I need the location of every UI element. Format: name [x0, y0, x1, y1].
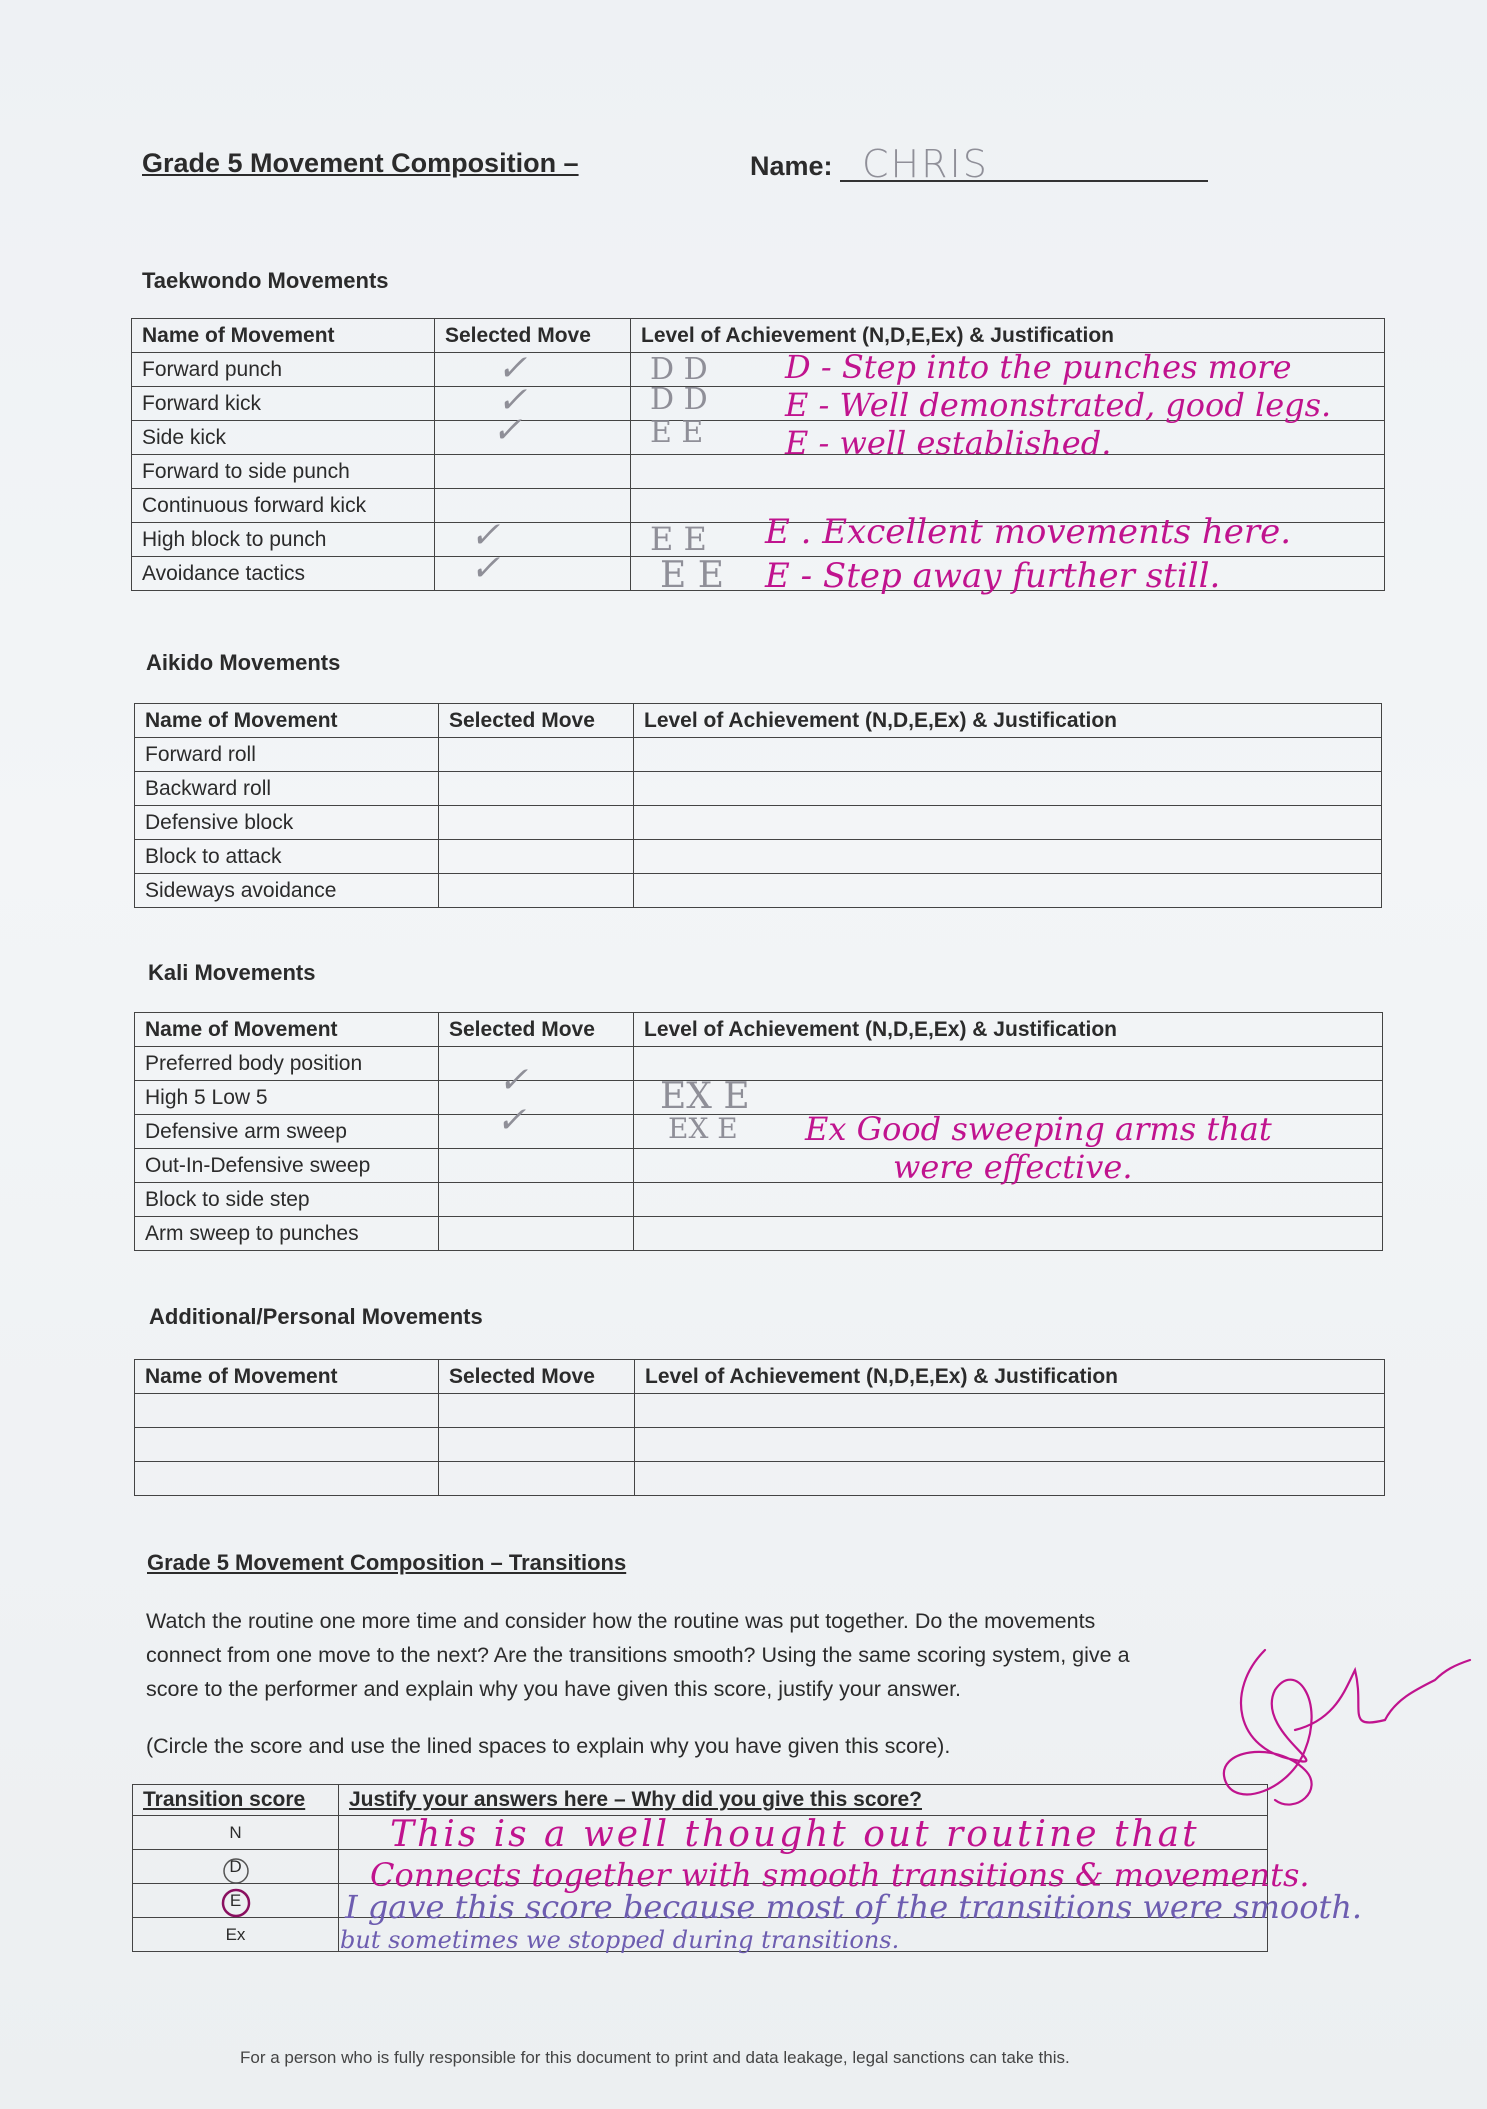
table-row [135, 1462, 1385, 1496]
transition-justification-line: I gave this score because most of the transitions were smooth. [345, 1888, 1363, 1926]
selected-checkmark: ✓ [492, 410, 523, 451]
justification-handwritten: E - Step away further still. [765, 556, 1221, 596]
transitions-instructions [146, 1604, 1286, 1706]
selected-checkmark: ✓ [498, 1060, 529, 1101]
table-row [135, 1149, 1383, 1183]
movement-name: Sideways avoidance [135, 874, 439, 908]
movement-name: Forward to side punch [132, 455, 435, 489]
justification-handwritten: were effective. [893, 1148, 1133, 1186]
score-option-d: D [133, 1850, 339, 1884]
movement-name: Defensive block [135, 806, 439, 840]
table-row [135, 738, 1382, 772]
movement-name: Out-In-Defensive sweep [135, 1149, 439, 1183]
column-header: Name of Movement [132, 319, 435, 353]
name-label: Name: [750, 151, 833, 181]
column-header: Selected Move [435, 319, 631, 353]
selected-checkmark: ✓ [497, 380, 528, 421]
achievement-marks: EX E [660, 1076, 750, 1117]
movement-name: Forward kick [132, 387, 435, 421]
table-row [135, 772, 1382, 806]
table-row [135, 1394, 1385, 1428]
selected-checkmark: ✓ [470, 548, 501, 589]
score-circle-marks [210, 1846, 270, 1926]
movement-name: Defensive arm sweep [135, 1115, 439, 1149]
column-header: Name of Movement [135, 1013, 439, 1047]
movement-name: High block to punch [132, 523, 435, 557]
table-row [132, 421, 1385, 455]
kali-heading: Kali Movements [148, 960, 316, 985]
score-option-ex: Ex [133, 1918, 339, 1952]
column-header: Transition score [133, 1785, 339, 1816]
taekwondo-heading: Taekwondo Movements [142, 268, 389, 293]
table-row [135, 1217, 1383, 1251]
table-header-row [133, 1785, 1268, 1816]
table-header-row [135, 1013, 1383, 1047]
justification-handwritten: E - Well demonstrated, good legs. [785, 386, 1332, 424]
movement-name: Continuous forward kick [132, 489, 435, 523]
achievement-marks: E E [660, 555, 725, 596]
instruction-line: Watch the routine one more time and consider how the routine was put together. Do the movements [146, 1609, 1096, 1633]
worksheet-title: Grade 5 Movement Composition – [142, 148, 579, 178]
movement-name: Block to side step [135, 1183, 439, 1217]
column-header: Name of Movement [135, 1360, 439, 1394]
movement-name: High 5 Low 5 [135, 1081, 439, 1115]
table-row [135, 1428, 1385, 1462]
achievement-marks: E E [650, 415, 704, 450]
column-header: Justify your answers here – Why did you give this score? [339, 1785, 1268, 1816]
table-row [135, 874, 1382, 908]
instruction-line: score to the performer and explain why you have given this score, justify your answer. [146, 1677, 962, 1701]
additional-table [134, 1359, 1385, 1496]
movement-name: Forward punch [132, 353, 435, 387]
aikido-table [134, 703, 1382, 908]
student-name-handwritten: CHRIS [862, 142, 989, 186]
column-header: Name of Movement [135, 704, 439, 738]
justification-handwritten: E . Excellent movements here. [765, 512, 1292, 552]
column-header: Selected Move [439, 1360, 635, 1394]
achievement-marks: EX E [668, 1112, 738, 1145]
transition-justification-line: but sometimes we stopped during transitions. [340, 1926, 900, 1954]
movement-name: Side kick [132, 421, 435, 455]
table-row [135, 840, 1382, 874]
column-header: Level of Achievement (N,D,E,Ex) & Justification [634, 1013, 1383, 1047]
table-row [135, 806, 1382, 840]
achievement-marks: E E [650, 520, 707, 558]
footer-notice: For a person who is fully responsible for this document to print and data leakage, legal sanctions can take this. [240, 2048, 1070, 2067]
table-header-row [135, 704, 1382, 738]
selected-checkmark: ✓ [496, 1100, 527, 1141]
movement-name: Avoidance tactics [132, 557, 435, 591]
justification-handwritten: Ex Good sweeping arms that [805, 1110, 1272, 1148]
achievement-marks: D D [650, 352, 708, 387]
transition-justification-line: Connects together with smooth transitions & movements. [370, 1856, 1310, 1894]
column-header: Level of Achievement (N,D,E,Ex) & Justification [631, 319, 1385, 353]
movement-name: Forward roll [135, 738, 439, 772]
column-header: Selected Move [439, 1013, 634, 1047]
justification-handwritten: D - Step into the punches more [785, 348, 1292, 386]
transition-justification-line: This is a well thought out routine that [390, 1814, 1200, 1855]
table-row [135, 1183, 1383, 1217]
movement-name: Arm sweep to punches [135, 1217, 439, 1251]
table-header-row [135, 1360, 1385, 1394]
transitions-heading: Grade 5 Movement Composition – Transitions [147, 1550, 627, 1575]
achievement-marks: D D [650, 382, 708, 417]
table-row [132, 455, 1385, 489]
justification-handwritten: E - well established. [785, 424, 1112, 462]
column-header: Level of Achievement (N,D,E,Ex) & Justification [634, 704, 1382, 738]
column-header: Level of Achievement (N,D,E,Ex) & Justification [635, 1360, 1385, 1394]
score-option-n: N [133, 1816, 339, 1850]
movement-name: Block to attack [135, 840, 439, 874]
table-row [135, 1047, 1383, 1081]
column-header: Selected Move [439, 704, 634, 738]
instruction-line: connect from one move to the next? Are the transitions smooth? Using the same scoring system, give a [146, 1643, 1130, 1667]
additional-heading: Additional/Personal Movements [149, 1304, 483, 1329]
movement-name: Backward roll [135, 772, 439, 806]
selected-checkmark: ✓ [470, 515, 501, 556]
selected-checkmark: ✓ [497, 348, 528, 389]
transitions-circle-instruction: (Circle the score and use the lined spaces to explain why you have given this score). [146, 1734, 951, 1758]
teacher-signature [1215, 1630, 1475, 1830]
aikido-heading: Aikido Movements [146, 650, 341, 675]
movement-name: Preferred body position [135, 1047, 439, 1081]
score-option-e: E [133, 1884, 339, 1918]
